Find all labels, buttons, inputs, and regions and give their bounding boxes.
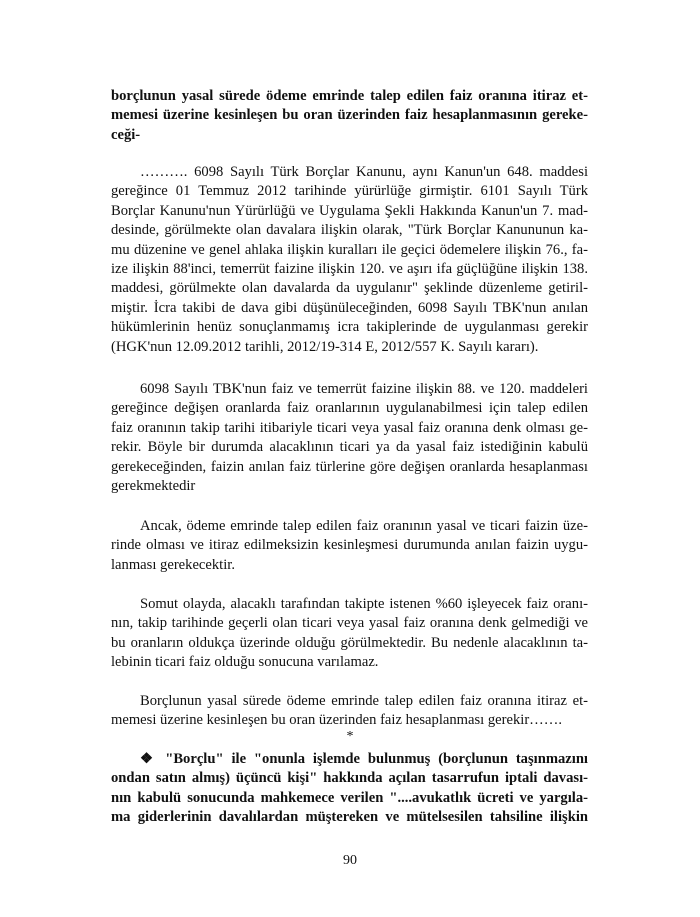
text-line: memesi üzerine kesinleşen bu oran üzerinden faiz hesaplanması gerekir……. [111,712,563,729]
text-line: faiz oranının takip tarihi itibariyle ticari veya yasal faiz oranına denk olması ge- [111,419,588,436]
text-line: lanması gerekecektir. [111,556,235,573]
text-line: hükümlerinin henüz sonuçlanmamış icra takiplerinde de uygulanması gerekir [111,319,588,336]
paragraph-3 [111,517,588,575]
text-line: ma giderlerinin davalılardan müştereken ve mütelsesilen tahsiline ilişkin [111,809,588,826]
text-line: ………. 6098 Sayılı Türk Borçlar Kanunu, aynı Kanun'un 648. maddesi [140,164,588,180]
page-number: 90 [343,853,357,868]
text-line: lebinin ticari faiz olduğu sonucuna varılamaz. [111,654,379,671]
heading-paragraph [111,87,588,145]
paragraph-2 [111,380,588,496]
text-line: gereğince değişen oranlarda faiz oranlarının uygulanabilmesi için talep edilen [111,400,588,417]
text-line: (HGK'nun 12.09.2012 tarihli, 2012/19-314 E, 2012/557 K. Sayılı kararı). [111,338,539,355]
text-line: mu düzenine ve genel ahlaka ilişkin kuralları ile geçici ödemelere ilişkin 76., fa- [111,241,588,258]
text-line: rinde olması ve itiraz edilmeksizin kesinleşmesi durumunda anılan faizin uygu- [111,537,588,554]
text-line: Borçlunun yasal sürede ödeme emrinde talep edilen faiz oranına itiraz et- [140,693,588,709]
text-line: maddesi, görülmekte olan davalarda da uygulanır" şeklinde düzenleme getiril- [111,280,588,297]
separator-asterisk: * [346,729,354,744]
text-line: bu oranların oldukça üzerinde olduğu görülmektedir. Bu nedenle alacaklının ta- [111,634,588,651]
text-line: gerekmektedir [111,477,196,494]
paragraph-1 [111,163,588,357]
text-line: gereğince 01 Temmuz 2012 tarihinde yürürlüğe girmiştir. 6101 Sayılı Türk [111,183,588,200]
text-line: rekir. Böyle bir durumda alacaklının ticari ya da yasal faiz istediğinin kabulü [111,439,588,456]
text-line: 6098 Sayılı TBK'nun faiz ve temerrüt faizine ilişkin 88. ve 120. maddeleri [140,381,588,397]
text-line: ize ilişkin 88'inci, temerrüt faizine ilişkin 120. ve aşırı ifa güçlüğüne ilişkin 138. [111,260,588,277]
paragraph-6-bullet [111,750,588,828]
text-line: Somut olayda, alacaklı tarafından takipte istenen %60 işleyecek faiz oranı- [140,596,588,612]
text-line: memesi üzerine kesinleşen bu oran üzerinden faiz hesaplanmasının gereke- [111,107,588,124]
text-line: ceği- [111,126,141,143]
text-line: desinde, görülmekte olan davalara ilişkin olarak, "Türk Borçlar Kanununun ka- [111,222,588,239]
text-line: Borçlar Kanunu'nun Yürürlüğü ve Uygulama Şekli Hakkında Kanun'un 7. mad- [111,202,588,219]
text-line: nın kabulü sonucunda mahkemece verilen "....avukatlık ücreti ve yargıla- [111,789,588,806]
text-line: borçlunun yasal sürede ödeme emrinde talep edilen faiz oranına itiraz et- [111,88,588,104]
text-line: nın, takip tarihinde geçerli olan ticari veya yasal faiz oranına denk gelmediği ve [111,615,588,632]
text-line: miştir. İcra takibi de dava gibi düşünüleceğinden, 6098 Sayılı TBK'nun anılan [111,299,588,316]
text-line: gerekeceğinden, faizin anılan faiz türlerine göre değişen oranlarda hesaplanması [111,458,588,475]
paragraph-4 [111,595,588,673]
text-line: ❖ "Borçlu" ile "onunla işlemde bulunmuş (borçlunun taşınmazını [140,751,588,767]
text-line: ondan satın almış) üçüncü kişi" hakkında açılan tasarrufun iptali davası- [111,770,588,787]
text-line: Ancak, ödeme emrinde talep edilen faiz oranının yasal ve ticari faizin üze- [140,518,588,534]
paragraph-5 [111,692,588,731]
